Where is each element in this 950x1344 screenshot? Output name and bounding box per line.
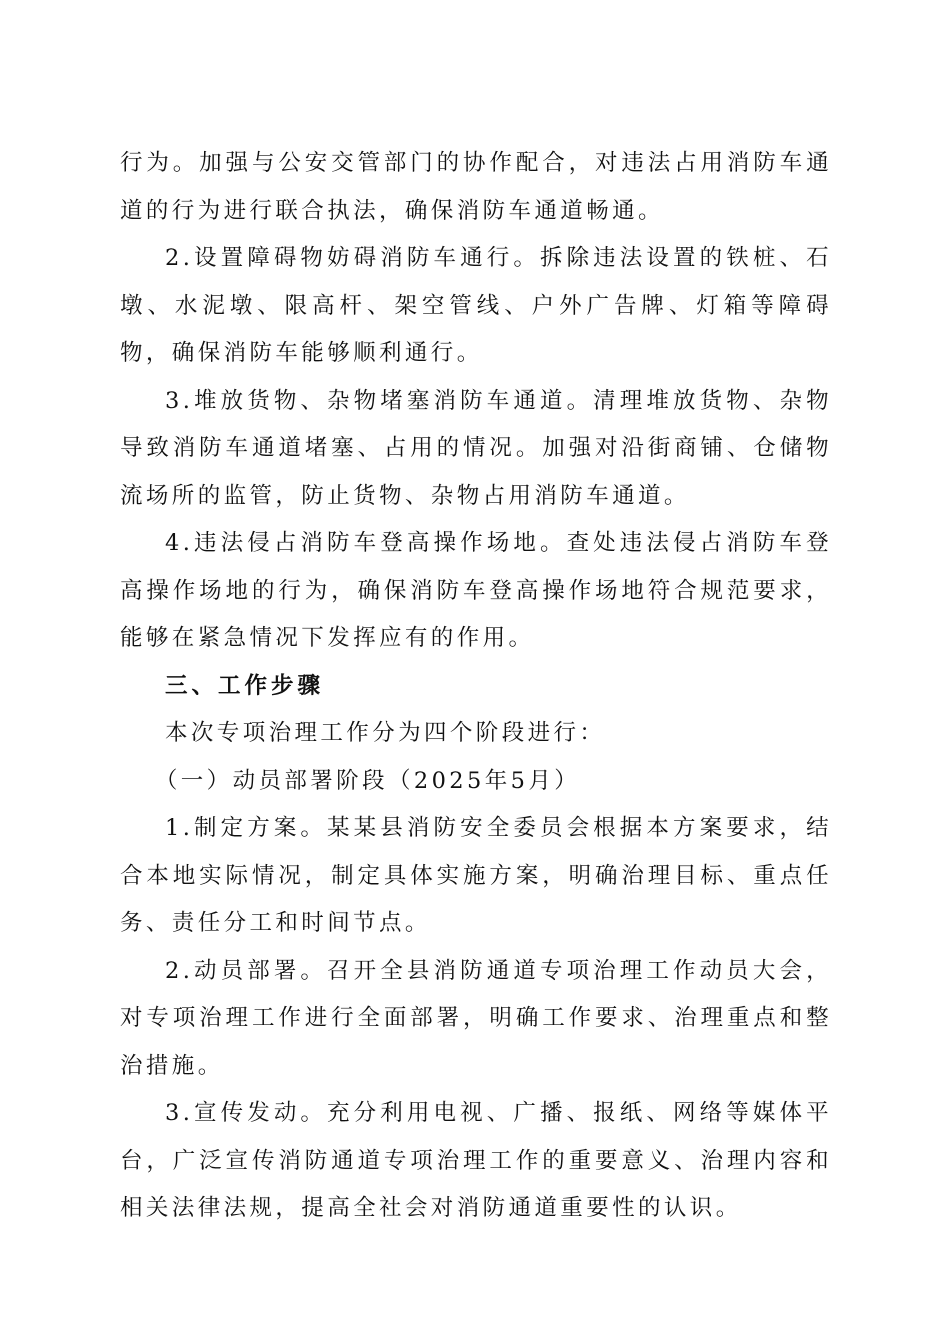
paragraph-continuation: 行为。加强与公安交管部门的协作配合，对违法占用消防车通道的行为进行联合执法，确保消防车通道畅通。 — [120, 150, 832, 224]
paragraph-intro: 本次专项治理工作分为四个阶段进行： — [165, 720, 606, 746]
document-body — [120, 140, 832, 1233]
paragraph-step-2: 2.动员部署。召开全县消防通道专项治理工作动员大会，对专项治理工作进行全面部署，明确工作要求、治理重点和整治措施。 — [120, 957, 832, 1079]
section-heading-work-steps: 三、工作步骤 — [165, 672, 325, 699]
paragraph-step-1: 1.制定方案。某某县消防安全委员会根据本方案要求，结合本地实际情况，制定具体实施方案，明确治理目标、重点任务、责任分工和时间节点。 — [120, 815, 832, 936]
subheading-stage-1: （一）动员部署阶段（2025年5月） — [154, 767, 581, 794]
paragraph-item-4: 4.违法侵占消防车登高操作场地。查处违法侵占消防车登高操作场地的行为，确保消防车登高操作场地符合规范要求，能够在紧急情况下发挥应有的作用。 — [120, 530, 832, 651]
paragraph-item-3: 3.堆放货物、杂物堵塞消防车通道。清理堆放货物、杂物导致消防车通道堵塞、占用的情况。加强对沿街商铺、仓储物流场所的监管，防止货物、杂物占用消防车通道。 — [120, 387, 832, 509]
paragraph-step-3: 3.宣传发动。充分利用电视、广播、报纸、网络等媒体平台，广泛宣传消防通道专项治理工作的重要意义、治理内容和相关法律法规，提高全社会对消防通道重要性的认识。 — [120, 1100, 832, 1221]
paragraph-item-2: 2.设置障碍物妨碍消防车通行。拆除违法设置的铁桩、石墩、水泥墩、限高杆、架空管线、户外广告牌、灯箱等障碍物，确保消防车能够顺利通行。 — [120, 245, 832, 366]
